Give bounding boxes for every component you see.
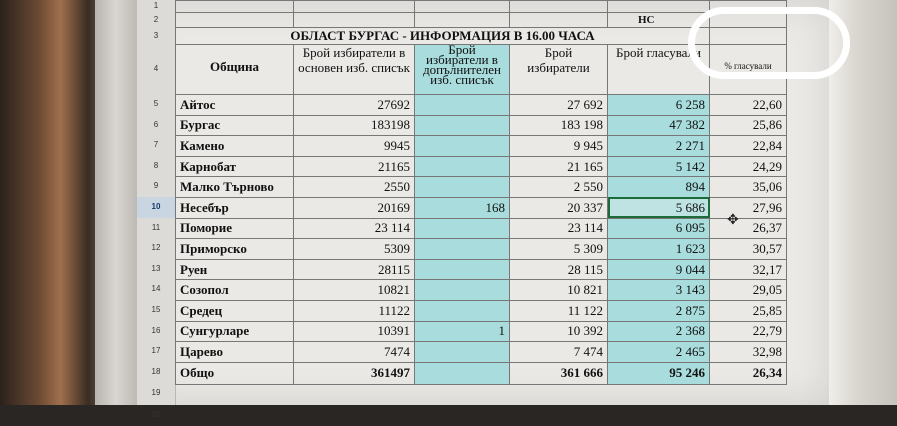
- voters-total-cell[interactable]: 10 392: [510, 321, 608, 342]
- table-row: [176, 95, 787, 116]
- header-voters-total[interactable]: Брой избиратели: [510, 45, 608, 95]
- table-row: [176, 342, 787, 363]
- total-voted[interactable]: 95 246: [608, 362, 710, 384]
- row-number[interactable]: 3: [153, 31, 159, 40]
- row-number[interactable]: 2: [153, 15, 159, 24]
- voters-total-cell[interactable]: 11 122: [510, 300, 608, 321]
- voted-cell[interactable]: 1 623: [608, 239, 710, 260]
- header-municipality[interactable]: Община: [176, 45, 294, 95]
- voters-additional-cell[interactable]: [415, 218, 510, 239]
- voted-cell[interactable]: 5 142: [608, 156, 710, 177]
- voters-main-cell[interactable]: 10821: [294, 280, 415, 301]
- voters-additional-cell[interactable]: 1: [415, 321, 510, 342]
- voters-additional-cell[interactable]: 168: [415, 197, 510, 218]
- total-additional[interactable]: [415, 362, 510, 384]
- voters-main-cell[interactable]: 21165: [294, 156, 415, 177]
- row-number[interactable]: 11: [151, 222, 161, 232]
- voters-main-cell[interactable]: 20169: [294, 197, 415, 218]
- municipality-cell[interactable]: Царево: [176, 342, 294, 363]
- table-row: [176, 280, 787, 301]
- percent-cell[interactable]: 35,06: [710, 177, 787, 198]
- row-number[interactable]: 12: [151, 243, 161, 253]
- voted-cell[interactable]: 47 382: [608, 115, 710, 136]
- row-number[interactable]: 19: [151, 388, 161, 398]
- cursor-icon: ✥: [727, 213, 739, 228]
- table-row: [176, 321, 787, 342]
- voted-cell[interactable]: 2 271: [608, 136, 710, 157]
- percent-cell[interactable]: 25,85: [710, 300, 787, 321]
- voters-main-cell[interactable]: 10391: [294, 321, 415, 342]
- municipality-cell[interactable]: Сунгурларе: [176, 321, 294, 342]
- voted-cell[interactable]: 6 258: [608, 95, 710, 116]
- municipality-cell[interactable]: Камено: [176, 136, 294, 157]
- annotation-circle: [688, 7, 850, 79]
- voted-cell[interactable]: 6 095: [608, 218, 710, 239]
- voters-total-cell[interactable]: 7 474: [510, 342, 608, 363]
- row-number[interactable]: 20: [151, 410, 161, 420]
- row-number[interactable]: 17: [151, 346, 161, 356]
- voted-cell[interactable]: 9 044: [608, 259, 710, 280]
- voters-main-cell[interactable]: 27692: [294, 95, 415, 116]
- row-number[interactable]: 8: [153, 160, 159, 170]
- voters-additional-cell[interactable]: [415, 259, 510, 280]
- percent-cell[interactable]: 30,57: [710, 239, 787, 260]
- voters-main-cell[interactable]: 7474: [294, 342, 415, 363]
- municipality-cell[interactable]: Айтос: [176, 95, 294, 116]
- row-number[interactable]: 4: [153, 64, 159, 73]
- voters-additional-cell[interactable]: [415, 136, 510, 157]
- municipality-cell[interactable]: Приморско: [176, 239, 294, 260]
- row-number[interactable]: 16: [151, 325, 161, 335]
- voters-main-cell[interactable]: 183198: [294, 115, 415, 136]
- municipality-cell[interactable]: Несебър: [176, 197, 294, 218]
- total-label[interactable]: Общо: [176, 362, 294, 384]
- row-number[interactable]: 13: [151, 263, 161, 273]
- photo-background-left: [0, 0, 110, 405]
- row-number[interactable]: 9: [153, 181, 159, 191]
- row-1: [176, 1, 787, 13]
- voters-additional-cell[interactable]: [415, 239, 510, 260]
- voted-cell[interactable]: 894: [608, 177, 710, 198]
- percent-cell[interactable]: 22,84: [710, 136, 787, 157]
- voters-total-cell[interactable]: 10 821: [510, 280, 608, 301]
- header-percent[interactable]: % гласували: [710, 45, 787, 95]
- total-main[interactable]: 361497: [294, 362, 415, 384]
- voters-main-cell[interactable]: 9945: [294, 136, 415, 157]
- percent-cell[interactable]: 32,17: [710, 259, 787, 280]
- voted-cell[interactable]: 2 368: [608, 321, 710, 342]
- voters-additional-cell[interactable]: [415, 115, 510, 136]
- voters-additional-cell[interactable]: [415, 156, 510, 177]
- monitor-bezel: [95, 0, 137, 405]
- voters-additional-cell[interactable]: [415, 95, 510, 116]
- row-number[interactable]: 14: [151, 284, 161, 294]
- table-row: [176, 259, 787, 280]
- percent-cell[interactable]: 27,96: [710, 197, 787, 218]
- voters-main-cell[interactable]: 23 114: [294, 218, 415, 239]
- municipality-cell[interactable]: Поморие: [176, 218, 294, 239]
- table-row: [176, 177, 787, 198]
- row-number[interactable]: 10: [137, 197, 175, 218]
- voters-main-cell[interactable]: 2550: [294, 177, 415, 198]
- sheet-title[interactable]: ОБЛАСТ БУРГАС - ИНФОРМАЦИЯ В 16.00 ЧАСА: [176, 28, 710, 45]
- row-number[interactable]: 5: [153, 99, 159, 108]
- voters-total-cell[interactable]: 9 945: [510, 136, 608, 157]
- voters-total-cell[interactable]: 27 692: [510, 95, 608, 116]
- voters-total-cell[interactable]: 23 114: [510, 218, 608, 239]
- percent-cell[interactable]: 24,29: [710, 156, 787, 177]
- municipality-cell[interactable]: Бургас: [176, 115, 294, 136]
- voters-total-cell[interactable]: 183 198: [510, 115, 608, 136]
- table-row: [176, 218, 787, 239]
- table-row: [176, 115, 787, 136]
- voters-additional-cell[interactable]: [415, 342, 510, 363]
- total-row: [176, 362, 787, 384]
- table-row: [176, 239, 787, 260]
- row-number[interactable]: 1: [153, 1, 159, 10]
- table-row: [176, 156, 787, 177]
- row-number[interactable]: 15: [151, 305, 161, 314]
- header-voters-main[interactable]: Брой избиратели в основен изб. списък: [294, 45, 415, 95]
- voters-additional-cell[interactable]: [415, 177, 510, 198]
- row-number[interactable]: 6: [153, 119, 159, 129]
- table-row: [176, 300, 787, 321]
- voted-cell[interactable]: 2 875: [608, 300, 710, 321]
- table-row: [176, 197, 787, 218]
- percent-cell[interactable]: 29,05: [710, 280, 787, 301]
- total-percent[interactable]: 26,34: [710, 362, 787, 384]
- row-header-column: [137, 0, 176, 420]
- voted-cell[interactable]: 5 686: [608, 197, 710, 218]
- voters-main-cell[interactable]: 11122: [294, 300, 415, 321]
- voters-additional-cell[interactable]: [415, 280, 510, 301]
- voted-cell[interactable]: 3 143: [608, 280, 710, 301]
- total-voters[interactable]: 361 666: [510, 362, 608, 384]
- voters-total-cell[interactable]: 21 165: [510, 156, 608, 177]
- percent-cell[interactable]: 22,60: [710, 95, 787, 116]
- voters-total-cell[interactable]: 5 309: [510, 239, 608, 260]
- municipality-cell[interactable]: Карнобат: [176, 156, 294, 177]
- voters-total-cell[interactable]: 2 550: [510, 177, 608, 198]
- voted-cell[interactable]: 2 465: [608, 342, 710, 363]
- voters-additional-cell[interactable]: [415, 300, 510, 321]
- voters-total-cell[interactable]: 20 337: [510, 197, 608, 218]
- percent-cell[interactable]: 26,37: [710, 218, 787, 239]
- municipality-cell[interactable]: Руен: [176, 259, 294, 280]
- percent-cell[interactable]: 32,98: [710, 342, 787, 363]
- voters-total-cell[interactable]: 28 115: [510, 259, 608, 280]
- municipality-cell[interactable]: Созопол: [176, 280, 294, 301]
- header-voters-additional[interactable]: Брой избиратели в допълнителен изб. списък: [415, 45, 510, 95]
- percent-cell[interactable]: 25,86: [710, 115, 787, 136]
- municipality-cell[interactable]: Малко Търново: [176, 177, 294, 198]
- voters-main-cell[interactable]: 28115: [294, 259, 415, 280]
- municipality-cell[interactable]: Средец: [176, 300, 294, 321]
- voters-main-cell[interactable]: 5309: [294, 239, 415, 260]
- row-number[interactable]: 7: [153, 140, 159, 150]
- table-row: [176, 136, 787, 157]
- corner-label-cell[interactable]: НС: [608, 13, 710, 28]
- percent-cell[interactable]: 22,79: [710, 321, 787, 342]
- header-voted[interactable]: Брой гласували: [608, 45, 710, 95]
- row-number[interactable]: 18: [151, 366, 161, 376]
